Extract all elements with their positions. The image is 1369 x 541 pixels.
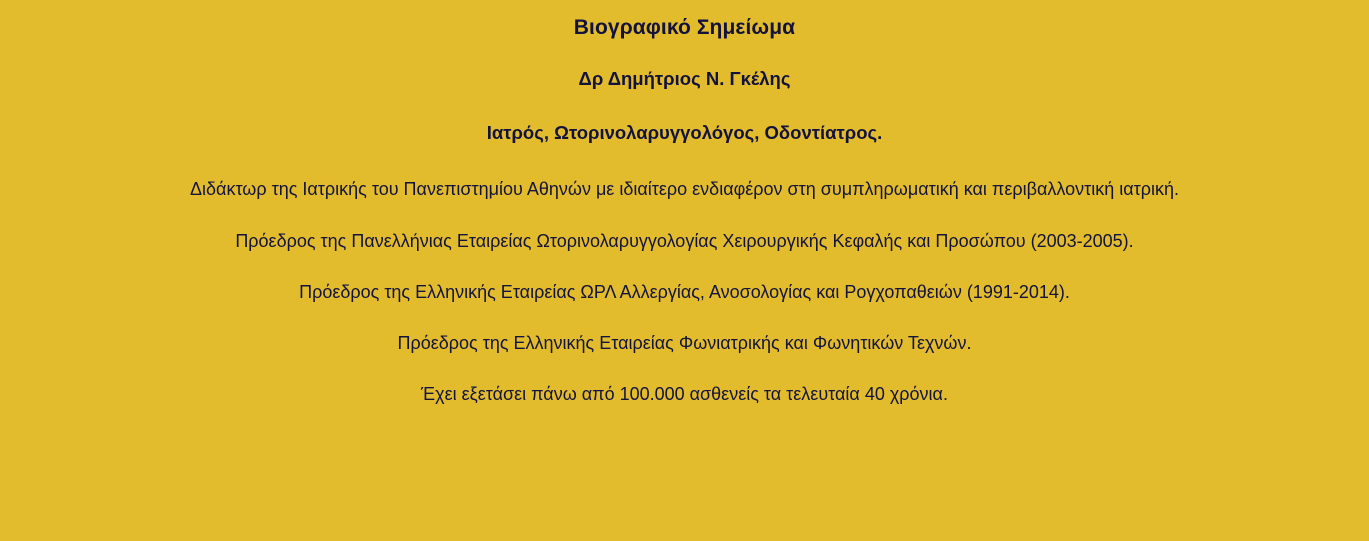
doctor-profession: Ιατρός, Ωτορινολαρυγγολόγος, Οδοντίατρος. <box>486 122 883 144</box>
cv-paragraph-patients-count: Έχει εξετάσει πάνω από 100.000 ασθενείς τα τελευταία 40 χρόνια. <box>421 384 948 405</box>
cv-paragraph-president-phoniatrics-society: Πρόεδρος της Ελληνικής Εταιρείας Φωνιατρικής και Φωνητικών Τεχνών. <box>397 332 972 353</box>
cv-paragraph-doctorate: Διδάκτωρ της Ιατρικής του Πανεπιστημίου Αθηνών με ιδιαίτερο ενδιαφέρον στη συμπληρωματική και περιβαλλοντική ιατρική. <box>190 179 1179 200</box>
page-title: Βιογραφικό Σημείωμα <box>573 16 796 39</box>
cv-paragraph-president-allergy-society: Πρόεδρος της Ελληνικής Εταιρείας ΩΡΛ Αλλεργίας, Ανοσολογίας και Ρογχοπαθειών (1991-2014). <box>299 281 1070 302</box>
doctor-name: Δρ Δημήτριος Ν. Γκέλης <box>578 68 791 90</box>
cv-paragraph-president-orl-society: Πρόεδρος της Πανελλήνιας Εταιρείας Ωτορινολαρυγγολογίας Χειρουργικής Κεφαλής και Προσώπου (2003-2005). <box>235 230 1134 251</box>
